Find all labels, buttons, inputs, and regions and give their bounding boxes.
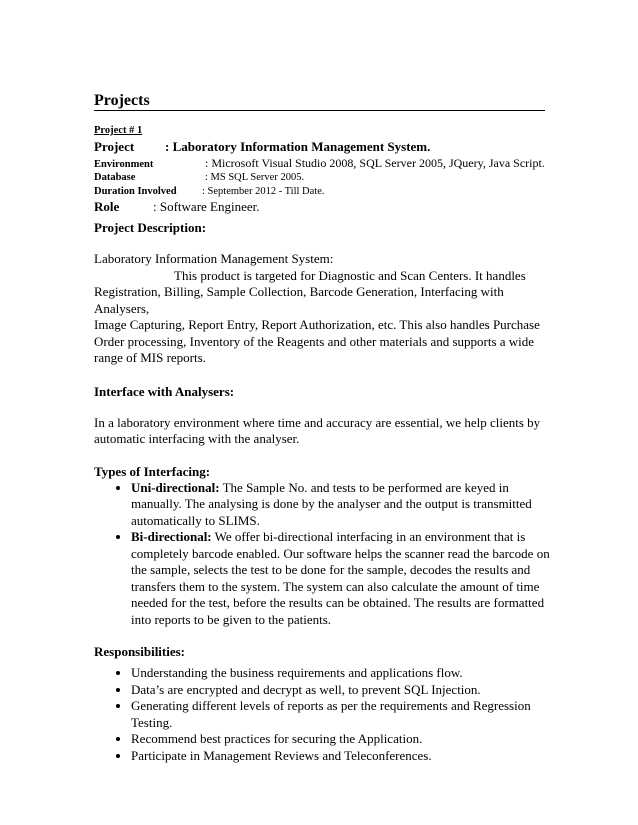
uni-text: manually. The analysing is done by the analyser and the output is transmitted <box>131 496 532 511</box>
types-heading: Types of Interfacing: <box>94 463 211 479</box>
bi-text: the sample, selects the test to be done for the sample, decodes the results and <box>131 562 531 577</box>
list-item: • Participate in Management Reviews and Teleconferences. <box>131 748 554 765</box>
list-item-bi-directional <box>131 529 554 628</box>
list-item: • Understanding the business requirements and applications flow. <box>131 665 554 682</box>
description-line: Order processing, Inventory of the Reagents and other materials and supports a wide <box>94 333 535 349</box>
field-value: : Laboratory Information Management System. <box>165 139 431 154</box>
bi-term: Bi-directional: <box>131 529 212 544</box>
section-title: Projects <box>94 91 545 111</box>
field-role <box>94 199 554 216</box>
list-item <box>131 698 554 731</box>
field-project <box>94 138 554 156</box>
project-number: Project # 1 <box>94 125 143 136</box>
field-value: : September 2012 - Till Date. <box>202 186 325 197</box>
field-label: Environment <box>94 159 154 170</box>
description-line: This product is targeted for Diagnostic and Scan Centers. It handles <box>174 267 526 283</box>
bi-text: completely barcode enabled. Our software helps the scanner read the barcode on <box>131 545 550 561</box>
list-item-text: Testing. <box>131 714 173 730</box>
description-heading: Project Description: <box>94 220 207 235</box>
interface-line: automatic interfacing with the analyser. <box>94 431 300 446</box>
field-label: Database <box>94 172 136 183</box>
description-lead: Laboratory Information Management System: <box>94 251 334 266</box>
responsibilities-list <box>94 665 554 764</box>
description-line: Image Capturing, Report Entry, Report Authorization, etc. This also handles Purchase <box>94 317 540 332</box>
list-item-text: Generating different levels of reports as per the requirements and Regression <box>131 698 531 713</box>
field-database <box>94 171 554 185</box>
bi-text: into reports to be given to the patients. <box>131 611 332 627</box>
bi-text: needed for the test, before the results can be obtained. The results are formatted <box>131 595 545 610</box>
list-item: • Recommend best practices for securing the Application. <box>131 731 554 748</box>
bi-text: We offer bi-directional interfacing in an environment that is <box>211 529 526 544</box>
uni-text: The Sample No. and tests to be performed are keyed in <box>219 479 509 495</box>
interface-heading: Interface with Analysers: <box>94 383 235 399</box>
uni-term: Uni-directional: <box>131 479 220 495</box>
list-item-uni-directional <box>131 480 554 530</box>
interface-line: In a laboratory environment where time and accuracy are essential, we help clients by <box>94 414 541 430</box>
field-value: : MS SQL Server 2005. <box>205 172 305 183</box>
field-label: Duration Involved <box>94 186 177 197</box>
field-label: Project <box>94 139 135 154</box>
field-duration <box>94 185 554 199</box>
list-item: • Data’s are encrypted and decrypt as well, to prevent SQL Injection. <box>131 682 554 699</box>
types-list <box>94 480 554 629</box>
responsibilities-heading: Responsibilities: <box>94 644 186 659</box>
description-line: range of MIS reports. <box>94 350 206 365</box>
field-value: : Microsoft Visual Studio 2008, SQL Server 2005, JQuery, Java Script. <box>205 156 545 170</box>
field-value: : Software Engineer. <box>153 199 260 214</box>
uni-text: automatically to SLIMS. <box>131 512 260 528</box>
field-label: Role <box>94 199 120 214</box>
field-environment <box>94 156 554 171</box>
description-line: Registration, Billing, Sample Collection, Barcode Generation, Interfacing with Analysers, <box>94 284 504 316</box>
bi-text: transfers them to the system. The system can also calculate the amount of time <box>131 578 540 594</box>
project-block <box>94 124 554 764</box>
